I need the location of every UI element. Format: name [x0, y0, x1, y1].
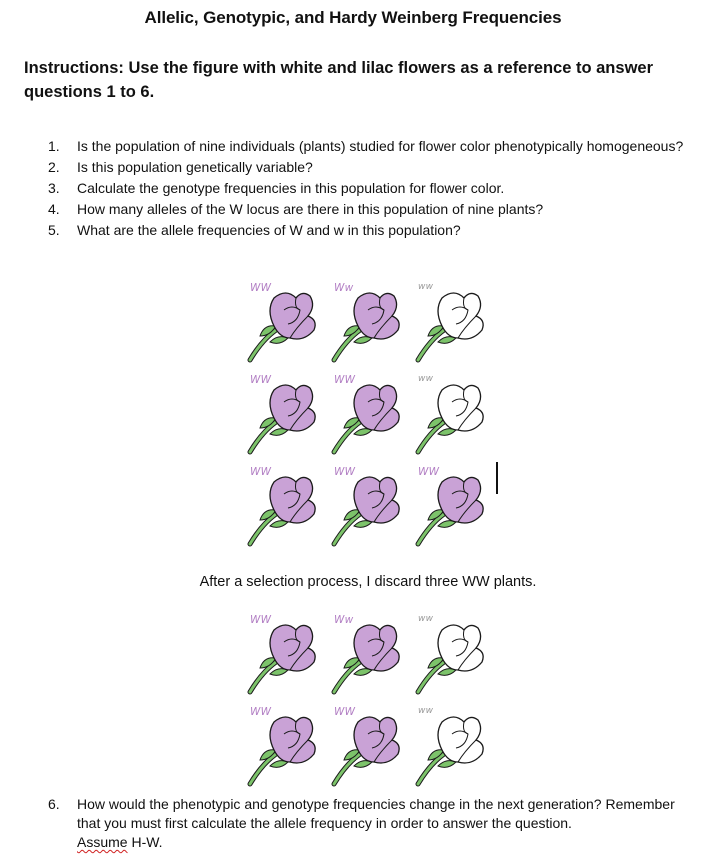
assume-tail: H-W.: [127, 834, 163, 850]
flower-plant-lilac: [240, 372, 328, 457]
genotype-label: WW: [334, 706, 356, 718]
question-number: 4.: [48, 201, 60, 217]
flower-plant-white: [408, 704, 496, 789]
question-text: How many alleles of the W locus are there in this population of nine plants?: [77, 201, 544, 217]
question-text: How would the phenotypic and genotype frequencies change in the next generation? Remember that you must first calculate the allele frequency in order to answer the question.: [77, 796, 675, 831]
population-figure-after-selection: [240, 612, 510, 782]
genotype-label: WW: [250, 282, 272, 294]
question-number: 6.: [48, 796, 60, 812]
vertical-line: [496, 462, 498, 494]
question-number: 5.: [48, 222, 60, 238]
genotype-label: ww: [418, 706, 434, 716]
flower-plant-lilac: [240, 464, 328, 549]
flower-plant-lilac: [324, 280, 412, 365]
question-item: [48, 220, 688, 241]
genotype-label: WW: [418, 466, 440, 478]
flower-plant-lilac: [240, 704, 328, 789]
question-6: [48, 795, 698, 852]
page-title: Allelic, Genotypic, and Hardy Weinberg Frequencies: [144, 8, 562, 27]
flower-plant-lilac: [240, 280, 328, 365]
flower-plant-lilac: [324, 464, 412, 549]
genotype-label: Ww: [334, 282, 354, 294]
selection-caption: After a selection process, I discard three WW plants.: [199, 574, 537, 590]
question-number: 2.: [48, 159, 60, 175]
question-item: [48, 178, 688, 199]
genotype-label: ww: [418, 614, 434, 624]
flower-plant-white: [408, 612, 496, 697]
question-list: [48, 136, 688, 241]
question-text: Is this population genetically variable?: [77, 159, 313, 175]
question-text: What are the allele frequencies of W and w in this population?: [77, 222, 461, 238]
flower-plant-lilac: [408, 464, 496, 549]
genotype-label: WW: [250, 614, 272, 626]
genotype-label: ww: [418, 282, 434, 292]
question-item: [48, 136, 688, 157]
question-number: 3.: [48, 180, 60, 196]
assume-word: Assume: [77, 834, 128, 850]
question-item: [48, 157, 688, 178]
question-text: Is the population of nine individuals (plants) studied for flower color phenotypically homogeneous?: [77, 138, 684, 154]
genotype-label: WW: [334, 374, 356, 386]
genotype-label: Ww: [334, 614, 354, 626]
instructions: Instructions: Use the figure with white and lilac flowers as a reference to answer questions 1 to 6.: [24, 59, 653, 101]
question-number: 1.: [48, 138, 60, 154]
flower-plant-lilac: [324, 372, 412, 457]
flower-plant-lilac: [324, 704, 412, 789]
flower-plant-lilac: [324, 612, 412, 697]
genotype-label: ww: [418, 374, 434, 384]
question-item: [48, 199, 688, 220]
genotype-label: WW: [250, 706, 272, 718]
population-figure-nine-plants: [240, 280, 510, 542]
flower-plant-white: [408, 372, 496, 457]
flower-plant-white: [408, 280, 496, 365]
question-text: Calculate the genotype frequencies in this population for flower color.: [77, 180, 505, 196]
flower-plant-lilac: [240, 612, 328, 697]
genotype-label: WW: [334, 466, 356, 478]
genotype-label: WW: [250, 466, 272, 478]
genotype-label: WW: [250, 374, 272, 386]
